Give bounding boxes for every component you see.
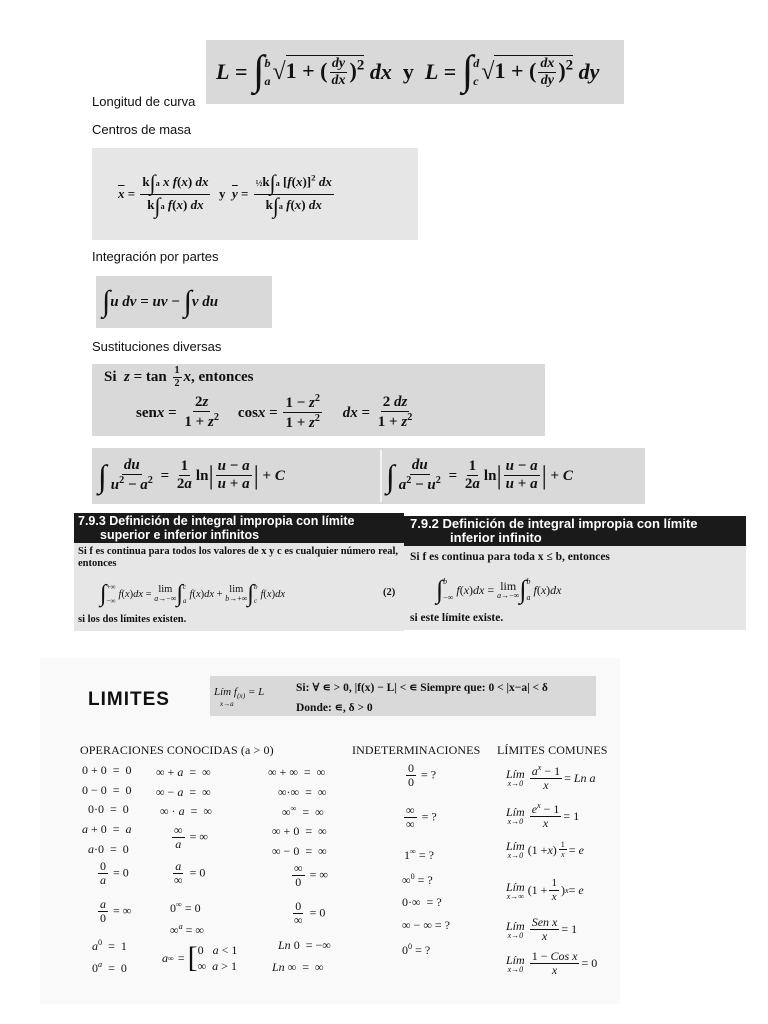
limits-definition-expr: Lím $f_{(x)} = L$ x→a	[214, 686, 265, 709]
improper-left-title-line2: superior e inferior infinitos	[100, 528, 260, 542]
label-various-substitutions: Sustituciones diversas	[92, 339, 222, 354]
op-0-pow-a: 0$^a$ = 0	[92, 960, 127, 975]
by-parts-formula: ∫ u dv = uv − ∫ v du	[102, 285, 219, 318]
op-a-times-0: a·0 = 0	[88, 842, 129, 856]
indet-inf-over-inf: $\frac{\infty}{\infty}$ = ?	[406, 803, 437, 831]
substitution-line1: Si z = tan $\frac{1}{2}$ x, entonces	[104, 365, 254, 389]
improper-left-text: Si f es continua para todos los valores de x y c es cualquier número real, entonces	[78, 546, 399, 569]
indet-0-pow-0: $0^0$ = ?	[402, 942, 431, 957]
op-inf-times-inf: ∞·∞ = ∞	[278, 785, 327, 799]
improper-left-eq-number: (2)	[383, 587, 396, 598]
limits-definition-donde: Donde: ∊, δ > 0	[296, 702, 373, 714]
op-a-over-0: $\frac{a}{0}$ = ∞	[100, 897, 132, 925]
op-0-plus-0: 0 + 0 = 0	[82, 763, 132, 777]
partial-fraction-formula-1: ∫ $\frac{du}{u^2 - a^2}$ = $\frac{1}{2a}$ ln | $\frac{u - a}{u + a}$ | + C	[98, 457, 285, 494]
op-a-pow-inf: a ∞ = [ 0 a < 1 ∞ a > 1	[162, 941, 238, 974]
op-ln-0: Ln 0 = −∞	[278, 938, 331, 952]
header-known-operations: OPERACIONES CONOCIDAS (a > 0)	[80, 743, 274, 757]
improper-right-footer: si este límite existe.	[410, 612, 504, 624]
center-of-mass-formula: $\overline{x}$ = $\frac{\text{k∫a x f(x) dx}}{\text{k∫a f(x) dx}}$ y $\overline{y}$ = $\frac{\frac{1}{2}k\int a [f(x)]^2 dx}{\text{k∫a f(x) dx}}$	[118, 169, 332, 218]
improper-left-title-line1: 7.9.3 Definición de integral impropia con límite	[78, 514, 355, 528]
op-inf-plus-0: ∞ + 0 = ∞	[272, 824, 327, 838]
label-curve-length: Longitud de curva	[92, 94, 196, 109]
common-limit-4: Lím x→∞ (1 + $\frac{1}{x}$ ) x = e	[506, 877, 584, 903]
substitution-line2: sen x = $\frac{2z}{1 + z^2}$ cos x = $\frac{1 - z^2}{1 + z^2}$ dx = $\frac{2 dz}{1 + z^2}$	[136, 393, 413, 431]
label-integration-by-parts: Integración por partes	[92, 249, 219, 264]
op-inf-over-0: $\frac{\infty}{0}$ = ∞	[294, 861, 328, 889]
label-centers-of-mass: Centros de masa	[92, 122, 191, 137]
limits-title: LIMITES	[88, 689, 170, 710]
curve-length-formula: L = ∫ b a √ 1 + ( $\frac{dy}{dx}$ )$^2$ dx y L = ∫ d c √ 1 + ( $\frac{dx}{dy}$ )$^2$ dy	[216, 48, 600, 95]
improper-left-formula: ∫ +∞ −∞ f ( x ) dx = lim a→−∞ ∫ c a f ( x ) dx + lim b→+∞ ∫ b c f ( x ) dx	[100, 581, 286, 607]
improper-left-footer: si los dos límites existen.	[78, 614, 187, 625]
indet-0-times-inf: 0·∞ = ?	[402, 895, 442, 909]
partial-fraction-divider	[380, 450, 382, 502]
op-inf-minus-a: ∞ − a = ∞	[156, 785, 211, 799]
indet-1-pow-inf: 1∞ = ?	[404, 847, 434, 862]
improper-left-title	[74, 513, 404, 543]
op-inf-pow-inf: ∞∞ = ∞	[282, 804, 324, 819]
improper-right-title-line2: inferior infinito	[450, 530, 542, 545]
header-indeterminations: INDETERMINACIONES	[352, 743, 481, 757]
common-limit-3: Lím x→0 (1 + x ) $\frac{1}{x}$ = e	[506, 839, 584, 860]
partial-fraction-formula-2: ∫ $\frac{du}{a^2 - u^2}$ = $\frac{1}{2a}$ ln | $\frac{u - a}{u + a}$ | + C	[386, 457, 573, 494]
op-0-minus-0: 0 − 0 = 0	[82, 783, 132, 797]
op-inf-times-a: ∞ · a = ∞	[160, 804, 212, 818]
indet-inf-minus-inf: ∞ − ∞ = ?	[402, 918, 450, 932]
common-limit-2: Lím x→0 $\frac{e^x - 1}{x}$ = 1	[506, 801, 580, 830]
header-common-limits: LÍMITES COMUNES	[497, 743, 608, 757]
op-a-over-inf: $\frac{a}{\infty}$ = 0	[174, 859, 206, 887]
common-limit-1: Lím x→0 $\frac{a^x - 1}{x}$ = Ln a	[506, 763, 596, 792]
improper-right-text: Si f es continua para toda x ≤ b, entonces	[410, 551, 610, 563]
improper-right-title	[404, 516, 746, 546]
op-0-over-a: $\frac{0}{a}$ = 0	[100, 859, 129, 887]
improper-right-formula: ∫ b −∞ f ( x ) dx = lim a→−∞ ∫ b a f ( x ) dx	[436, 575, 562, 604]
op-inf-plus-a: ∞ + a = ∞	[156, 765, 211, 779]
op-ln-inf: Ln ∞ = ∞	[272, 960, 324, 974]
indet-inf-pow-0: ∞$^0$ = ?	[402, 872, 433, 887]
improper-right-title-line1: 7.9.2 Definición de integral impropia con límite	[410, 516, 698, 531]
op-a-pow-0: $a^0 = 1$	[92, 938, 127, 953]
op-inf-over-a: $\frac{\infty}{a}$ = ∞	[174, 823, 208, 851]
op-0-pow-inf: 0∞ = 0	[170, 900, 201, 915]
common-limit-5: Lím x→0 $\frac{\text{Sen x}}{x}$ = 1	[506, 915, 578, 943]
common-limit-6: Lím x→0 $\frac{\text{1 − Cos x}}{x}$ = 0	[506, 949, 598, 977]
op-0-times-0: 0·0 = 0	[88, 802, 129, 816]
op-inf-plus-inf: ∞ + ∞ = ∞	[268, 765, 326, 779]
op-a-plus-0: a + 0 = a	[82, 822, 132, 836]
op-inf-minus-0: ∞ − 0 = ∞	[272, 844, 327, 858]
op-0-over-inf: $\frac{0}{\infty}$ = 0	[294, 899, 326, 927]
limits-definition-si: Si: ∀ ∊ > 0, |f(x) − L| < ∊ Siempre que: 0 < |x−a| < δ	[296, 682, 548, 694]
indet-0-over-0: $\frac{0}{0}$ = ?	[408, 761, 437, 789]
op-inf-pow-a: ∞$^a$ = ∞	[170, 922, 204, 937]
